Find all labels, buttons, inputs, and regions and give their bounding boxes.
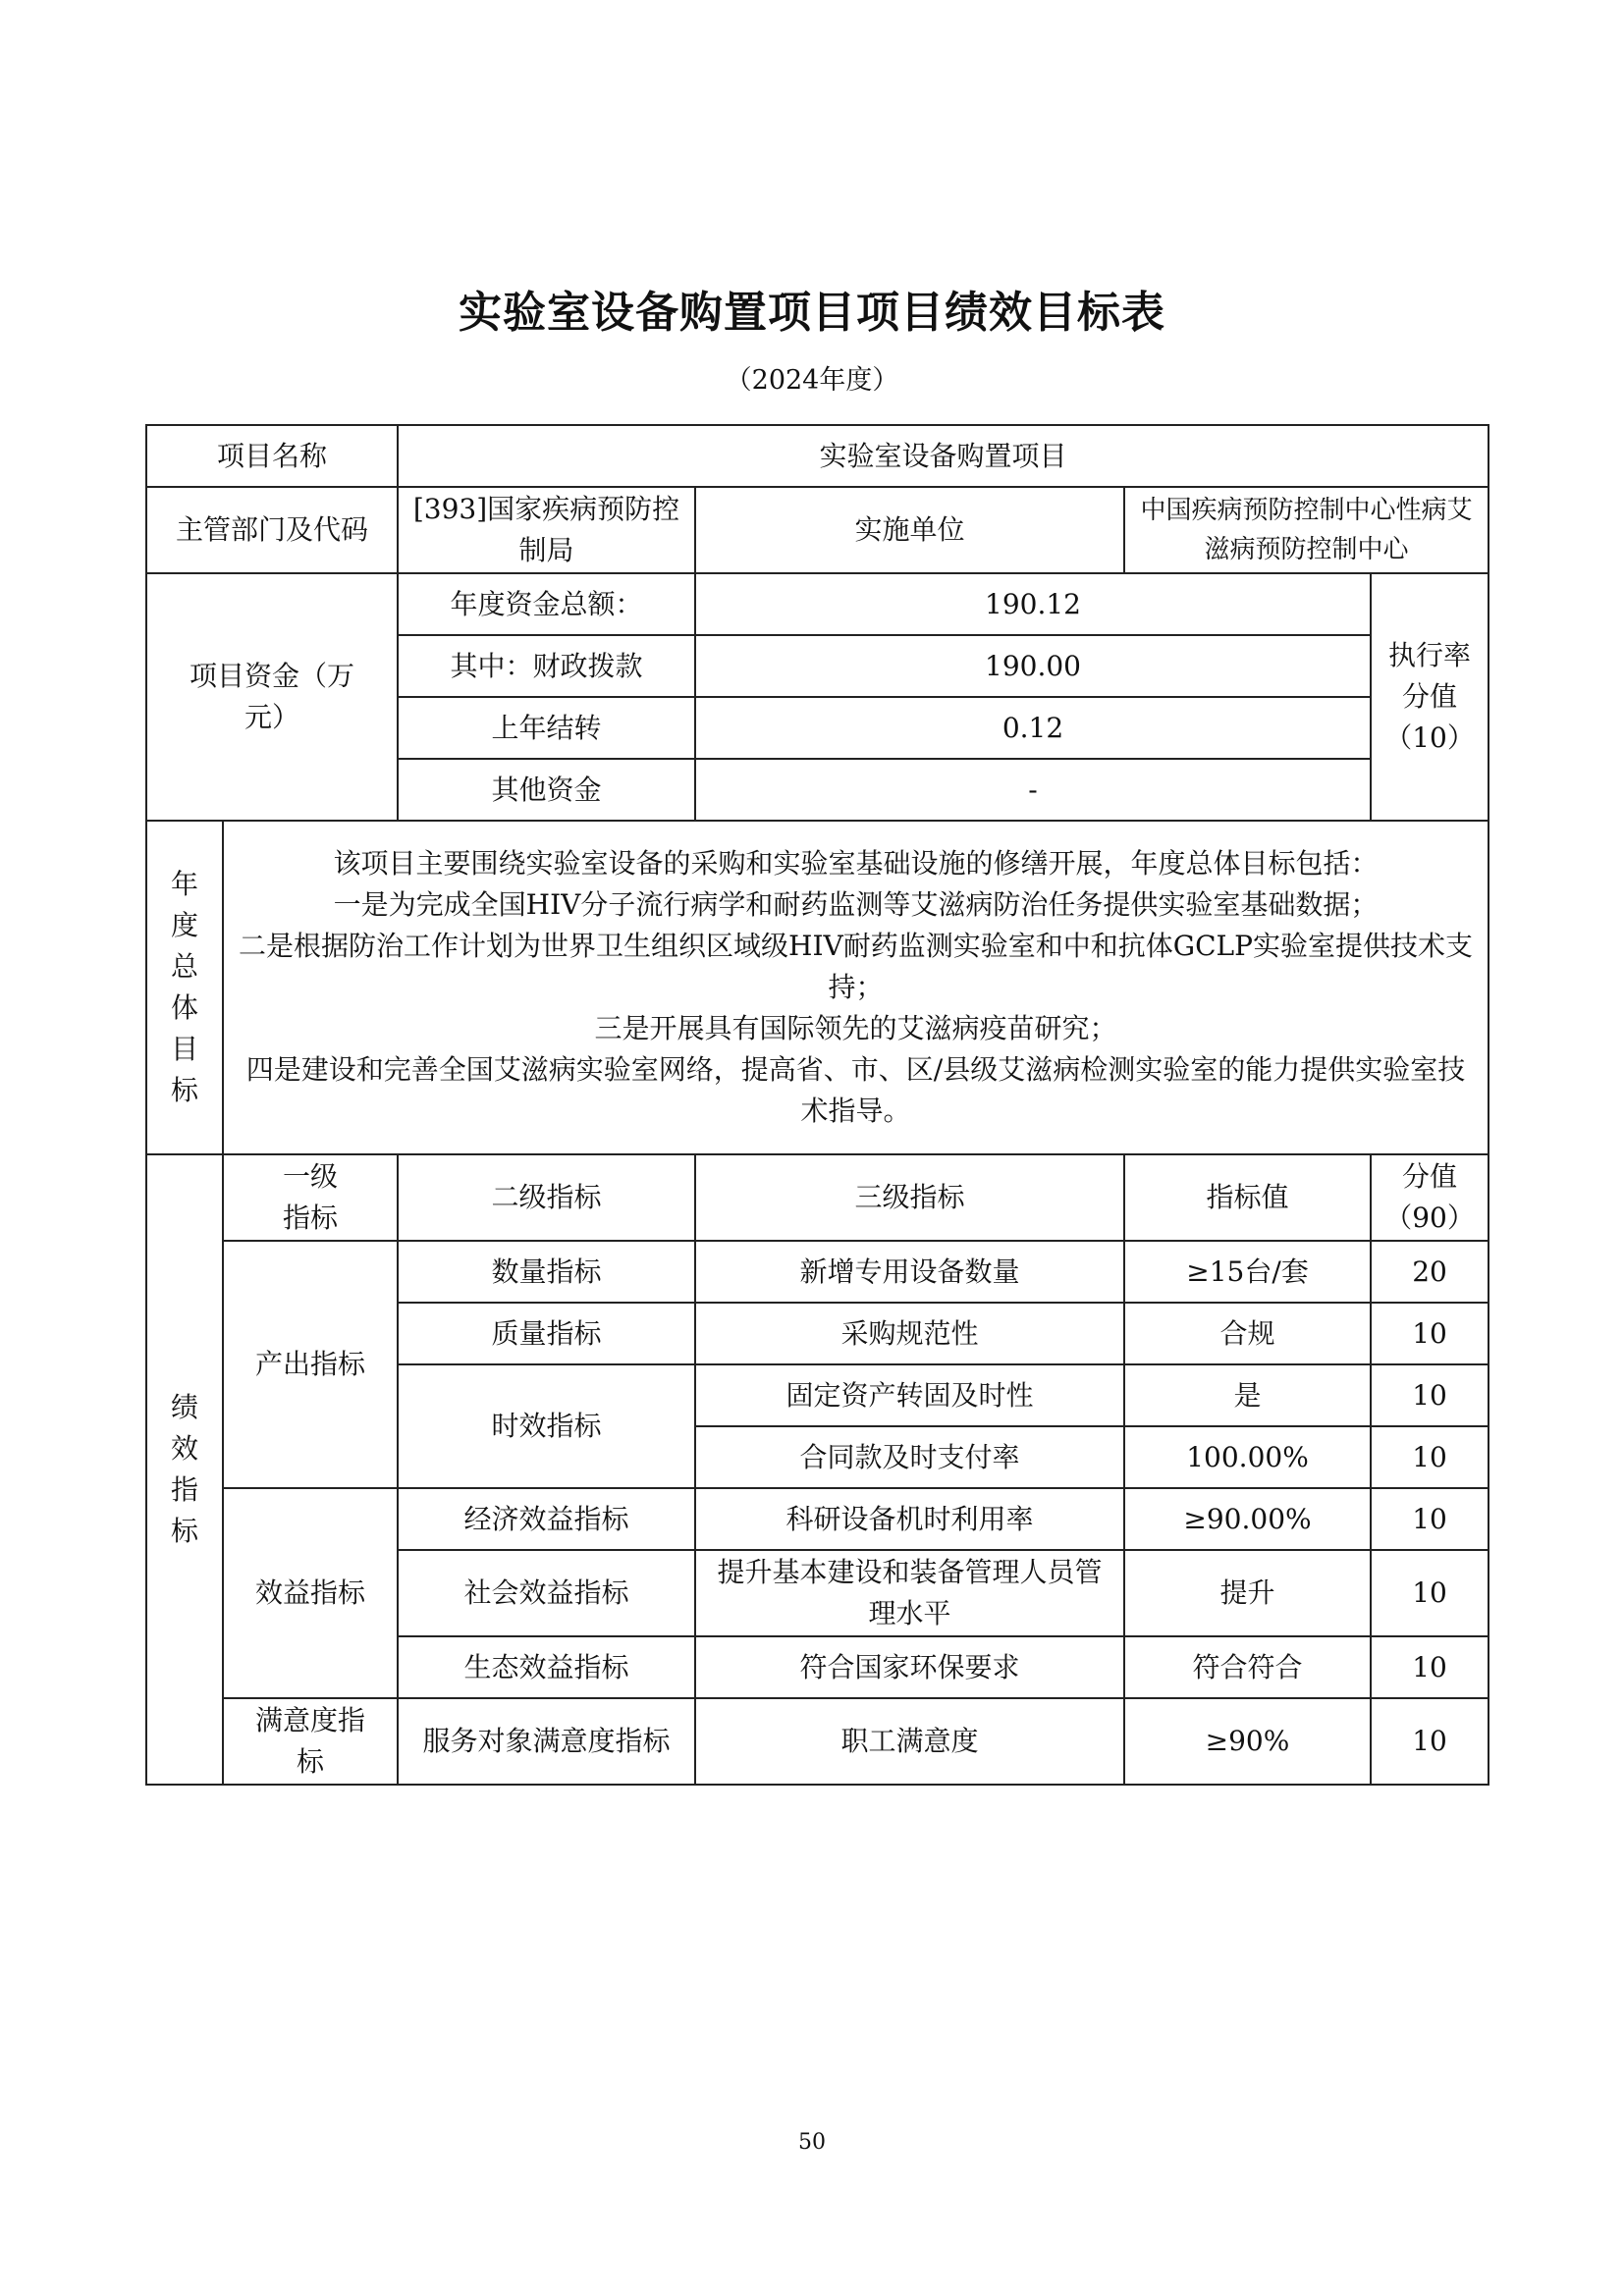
value-cell: 合规 xyxy=(1124,1303,1371,1364)
header-value: 指标值 xyxy=(1124,1154,1371,1241)
indicator-header-row xyxy=(146,1154,1489,1241)
level3-cell: 采购规范性 xyxy=(695,1303,1124,1364)
level3-cell: 提升基本建设和装备管理人员管理水平 xyxy=(695,1550,1124,1636)
annual-goal-label: 年度总体目标 xyxy=(146,821,223,1154)
funds-carryover-label: 上年结转 xyxy=(398,697,695,759)
project-name-label: 项目名称 xyxy=(146,425,398,487)
score-cell: 10 xyxy=(1371,1550,1489,1636)
header-level2: 二级指标 xyxy=(398,1154,695,1241)
funds-fiscal-value: 190.00 xyxy=(695,635,1371,697)
value-cell: ≥15台/套 xyxy=(1124,1241,1371,1303)
score-cell: 10 xyxy=(1371,1364,1489,1426)
goal-line: 该项目主要围绕实验室设备的采购和实验室基础设施的修缮开展，年度总体目标包括： xyxy=(333,847,1379,880)
level2-cell: 服务对象满意度指标 xyxy=(398,1698,695,1785)
goal-line: 四是建设和完善全国艾滋病实验室网络，提高省、市、区/县级艾滋病检测实验室的能力提供实验室技术指导。 xyxy=(245,1053,1466,1127)
value-cell: 符合符合 xyxy=(1124,1636,1371,1698)
score-cell: 20 xyxy=(1371,1241,1489,1303)
funds-fiscal-label: 其中：财政拨款 xyxy=(398,635,695,697)
annual-goal-text xyxy=(223,821,1489,1154)
value-cell: ≥90% xyxy=(1124,1698,1371,1785)
level3-cell: 职工满意度 xyxy=(695,1698,1124,1785)
level3-cell: 固定资产转固及时性 xyxy=(695,1364,1124,1426)
page-subtitle: （2024年度） xyxy=(725,365,899,396)
level2-cell: 数量指标 xyxy=(398,1241,695,1303)
score-cell: 10 xyxy=(1371,1426,1489,1488)
value-cell: 提升 xyxy=(1124,1550,1371,1636)
table-row xyxy=(146,1488,1489,1550)
level3-cell: 科研设备机时利用率 xyxy=(695,1488,1124,1550)
level2-cell: 社会效益指标 xyxy=(398,1550,695,1636)
performance-goal-table xyxy=(145,424,1489,1786)
funds-total-label: 年度资金总额： xyxy=(398,573,695,635)
page-number: 50 xyxy=(798,2130,826,2155)
funds-label: 项目资金（万元） xyxy=(146,573,398,821)
execution-rate-score: 执行率分值（10） xyxy=(1371,573,1489,821)
goal-line: 三是开展具有国际领先的艾滋病疫苗研究； xyxy=(594,1012,1117,1044)
level2-cell: 经济效益指标 xyxy=(398,1488,695,1550)
score-cell: 10 xyxy=(1371,1636,1489,1698)
score-cell: 10 xyxy=(1371,1698,1489,1785)
impl-unit-label: 实施单位 xyxy=(695,487,1124,573)
level3-cell: 新增专用设备数量 xyxy=(695,1241,1124,1303)
header-level1: 一级指标 xyxy=(223,1154,398,1241)
level3-cell: 合同款及时支付率 xyxy=(695,1426,1124,1488)
header-score: 分值（90） xyxy=(1371,1154,1489,1241)
funds-carryover-value: 0.12 xyxy=(695,697,1371,759)
level2-cell: 时效指标 xyxy=(398,1364,695,1488)
level1-output: 产出指标 xyxy=(223,1241,398,1488)
level1-benefit: 效益指标 xyxy=(223,1488,398,1698)
table-row xyxy=(146,1698,1489,1785)
score-cell: 10 xyxy=(1371,1488,1489,1550)
table-row xyxy=(146,1241,1489,1303)
funds-row-total xyxy=(146,573,1489,635)
level2-cell: 生态效益指标 xyxy=(398,1636,695,1698)
department-label: 主管部门及代码 xyxy=(146,487,398,573)
header-level3: 三级指标 xyxy=(695,1154,1124,1241)
value-cell: 100.00% xyxy=(1124,1426,1371,1488)
impl-unit-value: 中国疾病预防控制中心性病艾滋病预防控制中心 xyxy=(1124,487,1489,573)
annual-goal-row xyxy=(146,821,1489,1154)
department-value: [393]国家疾病预防控制局 xyxy=(398,487,695,573)
indicators-label: 绩效指标 xyxy=(146,1154,223,1785)
goal-line: 一是为完成全国HIV分子流行病学和耐药监测等艾滋病防治任务提供实验室基础数据； xyxy=(333,888,1379,921)
project-name-row xyxy=(146,425,1489,487)
value-cell: ≥90.00% xyxy=(1124,1488,1371,1550)
level1-satisfaction: 满意度指标 xyxy=(223,1698,398,1785)
funds-other-value: - xyxy=(695,759,1371,821)
value-cell: 是 xyxy=(1124,1364,1371,1426)
page-title: 实验室设备购置项目项目绩效目标表 xyxy=(459,288,1165,338)
funds-other-label: 其他资金 xyxy=(398,759,695,821)
department-row xyxy=(146,487,1489,573)
funds-total-value: 190.12 xyxy=(695,573,1371,635)
project-name-value: 实验室设备购置项目 xyxy=(398,425,1489,487)
goal-line: 二是根据防治工作计划为世界卫生组织区域级HIV耐药监测实验室和中和抗体GCLP实验室提供技术支持； xyxy=(239,930,1473,1003)
score-cell: 10 xyxy=(1371,1303,1489,1364)
level2-cell: 质量指标 xyxy=(398,1303,695,1364)
level3-cell: 符合国家环保要求 xyxy=(695,1636,1124,1698)
